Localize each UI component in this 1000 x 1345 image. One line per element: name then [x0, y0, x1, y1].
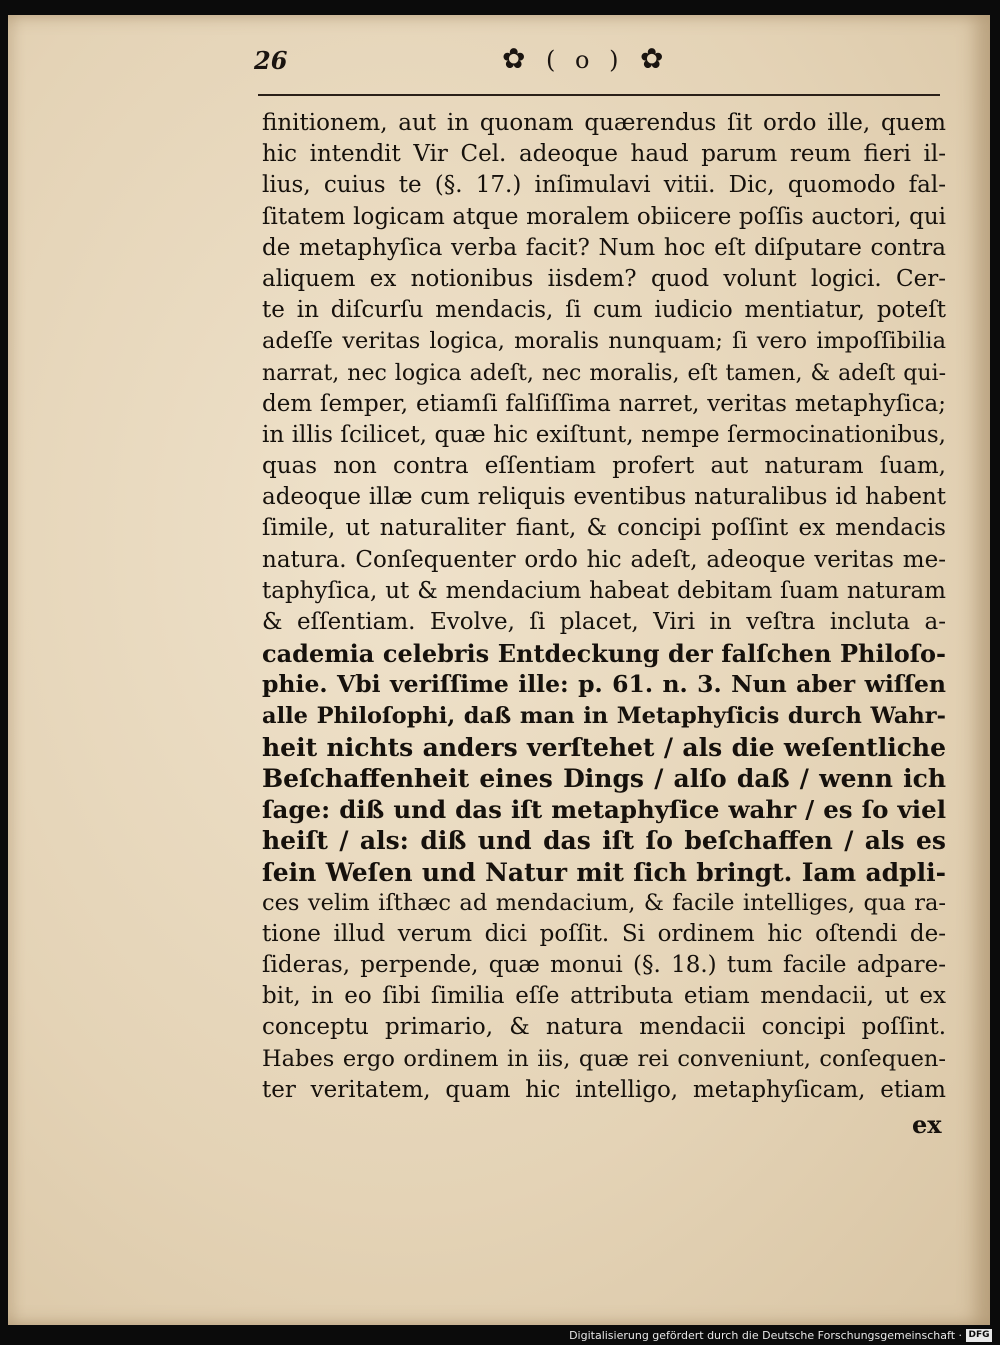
text-line: bit, in eo ſibi ſimilia eſſe attributa etiam mendacii, ut ex: [262, 983, 946, 1010]
text-line: ter veritatem, quam hic intelligo, metaphyſicam, etiam: [262, 1076, 946, 1103]
text-line: tione illud verum dici poſſit. Si ordinem hic oſtendi de-: [262, 920, 946, 947]
text-line: ſideras, perpende, quæ monui (§. 18.) tum facile adpare-: [262, 952, 946, 979]
page-number: 26: [254, 46, 288, 75]
text-line: natura. Conſequenter ordo hic adeſt, adeoque veritas me-: [262, 546, 946, 573]
text-line: finitionem, aut in quonam quærendus ſit ordo ille, quem: [262, 110, 946, 136]
text-line: ces velim iſthæc ad mendacium, & facile intelliges, qua ra-: [262, 889, 946, 916]
text-line: in illis ſcilicet, quæ hic exiſtunt, nempe ſermocinationibus,: [262, 421, 946, 448]
text-line: heiſt / als: diß und das iſt ſo beſchaffen / als es: [262, 826, 946, 856]
body-text: [262, 108, 946, 1106]
text-line: hic intendit Vir Cel. adeoque haud parum reum fieri il-: [262, 141, 946, 168]
text-line: dem ſemper, etiamſi falſiſſima narret, veritas metaphyſica;: [262, 390, 946, 417]
text-line: adeoque illæ cum reliquis eventibus naturalibus id habent: [262, 484, 946, 511]
footer-bar: [0, 1327, 1000, 1345]
text-line: taphyſica, ut & mendacium habeat debitam ſuam naturam: [262, 577, 946, 604]
text-line: lius, cuius te (§. 17.) inſimulavi vitii. Dic, quomodo fal-: [262, 172, 946, 199]
text-line: conceptu primario, & natura mendacii concipi poſſint.: [262, 1014, 946, 1041]
funding-credit: Digitalisierung gefördert durch die Deutsche Forschungsgemeinschaft ·: [569, 1329, 962, 1342]
text-line: phie. Vbi veriſſime ille: p. 61. n. 3. Nun aber wiſſen: [262, 670, 946, 699]
text-line: de metaphyſica verba facit? Num hoc eſt diſputare contra: [262, 234, 946, 261]
text-line: quas non contra eſſentiam profert aut naturam ſuam,: [262, 453, 946, 480]
text-line: te in diſcurſu mendacis, ſi cum iudicio mentiatur, poteſt: [262, 297, 946, 324]
header-rule: [258, 94, 940, 96]
text-line: ſage: diß und das iſt metaphyſice wahr / es ſo viel: [262, 795, 946, 825]
text-line: & eſſentiam. Evolve, ſi placet, Viri in veſtra incluta a-: [262, 609, 946, 635]
text-line: alle Philoſophi, daß man in Metaphyſicis durch Wahr-: [262, 702, 946, 729]
page-header: [254, 42, 944, 82]
text-line: ſitatem logicam atque moralem obiicere poſſis auctori, qui: [262, 203, 946, 230]
text-line: narrat, nec logica adeſt, nec moralis, eſt tamen, & adeſt qui-: [262, 360, 946, 386]
text-line: heit nichts anders verſtehet / als die weſentliche: [262, 732, 946, 762]
ornament-right-icon: ✿: [640, 42, 664, 75]
text-line: ſimile, ut naturaliter fiant, & concipi poſſint ex mendacis: [262, 515, 946, 542]
text-line: ſein Weſen und Natur mit ſich bringt. Iam adpli-: [262, 857, 946, 887]
dfg-logo: DFG: [966, 1329, 992, 1342]
signature-mark: ( o ): [546, 46, 625, 74]
text-line: Habes ergo ordinem in iis, quæ rei conveniunt, conſequen-: [262, 1045, 946, 1072]
text-line: Beſchaffenheit eines Dings / alſo daß / wenn ich: [262, 763, 946, 793]
text-line: aliquem ex notionibus iisdem? quod volunt logici. Cer-: [262, 265, 946, 292]
text-line: adeſſe veritas logica, moralis nunquam; ſi vero impoſſibilia: [262, 328, 946, 355]
catchword: ex: [912, 1110, 942, 1139]
text-line: cademia celebris Entdeckung der falſchen Philoſo-: [262, 639, 946, 669]
ornament-left-icon: ✿: [502, 42, 526, 75]
